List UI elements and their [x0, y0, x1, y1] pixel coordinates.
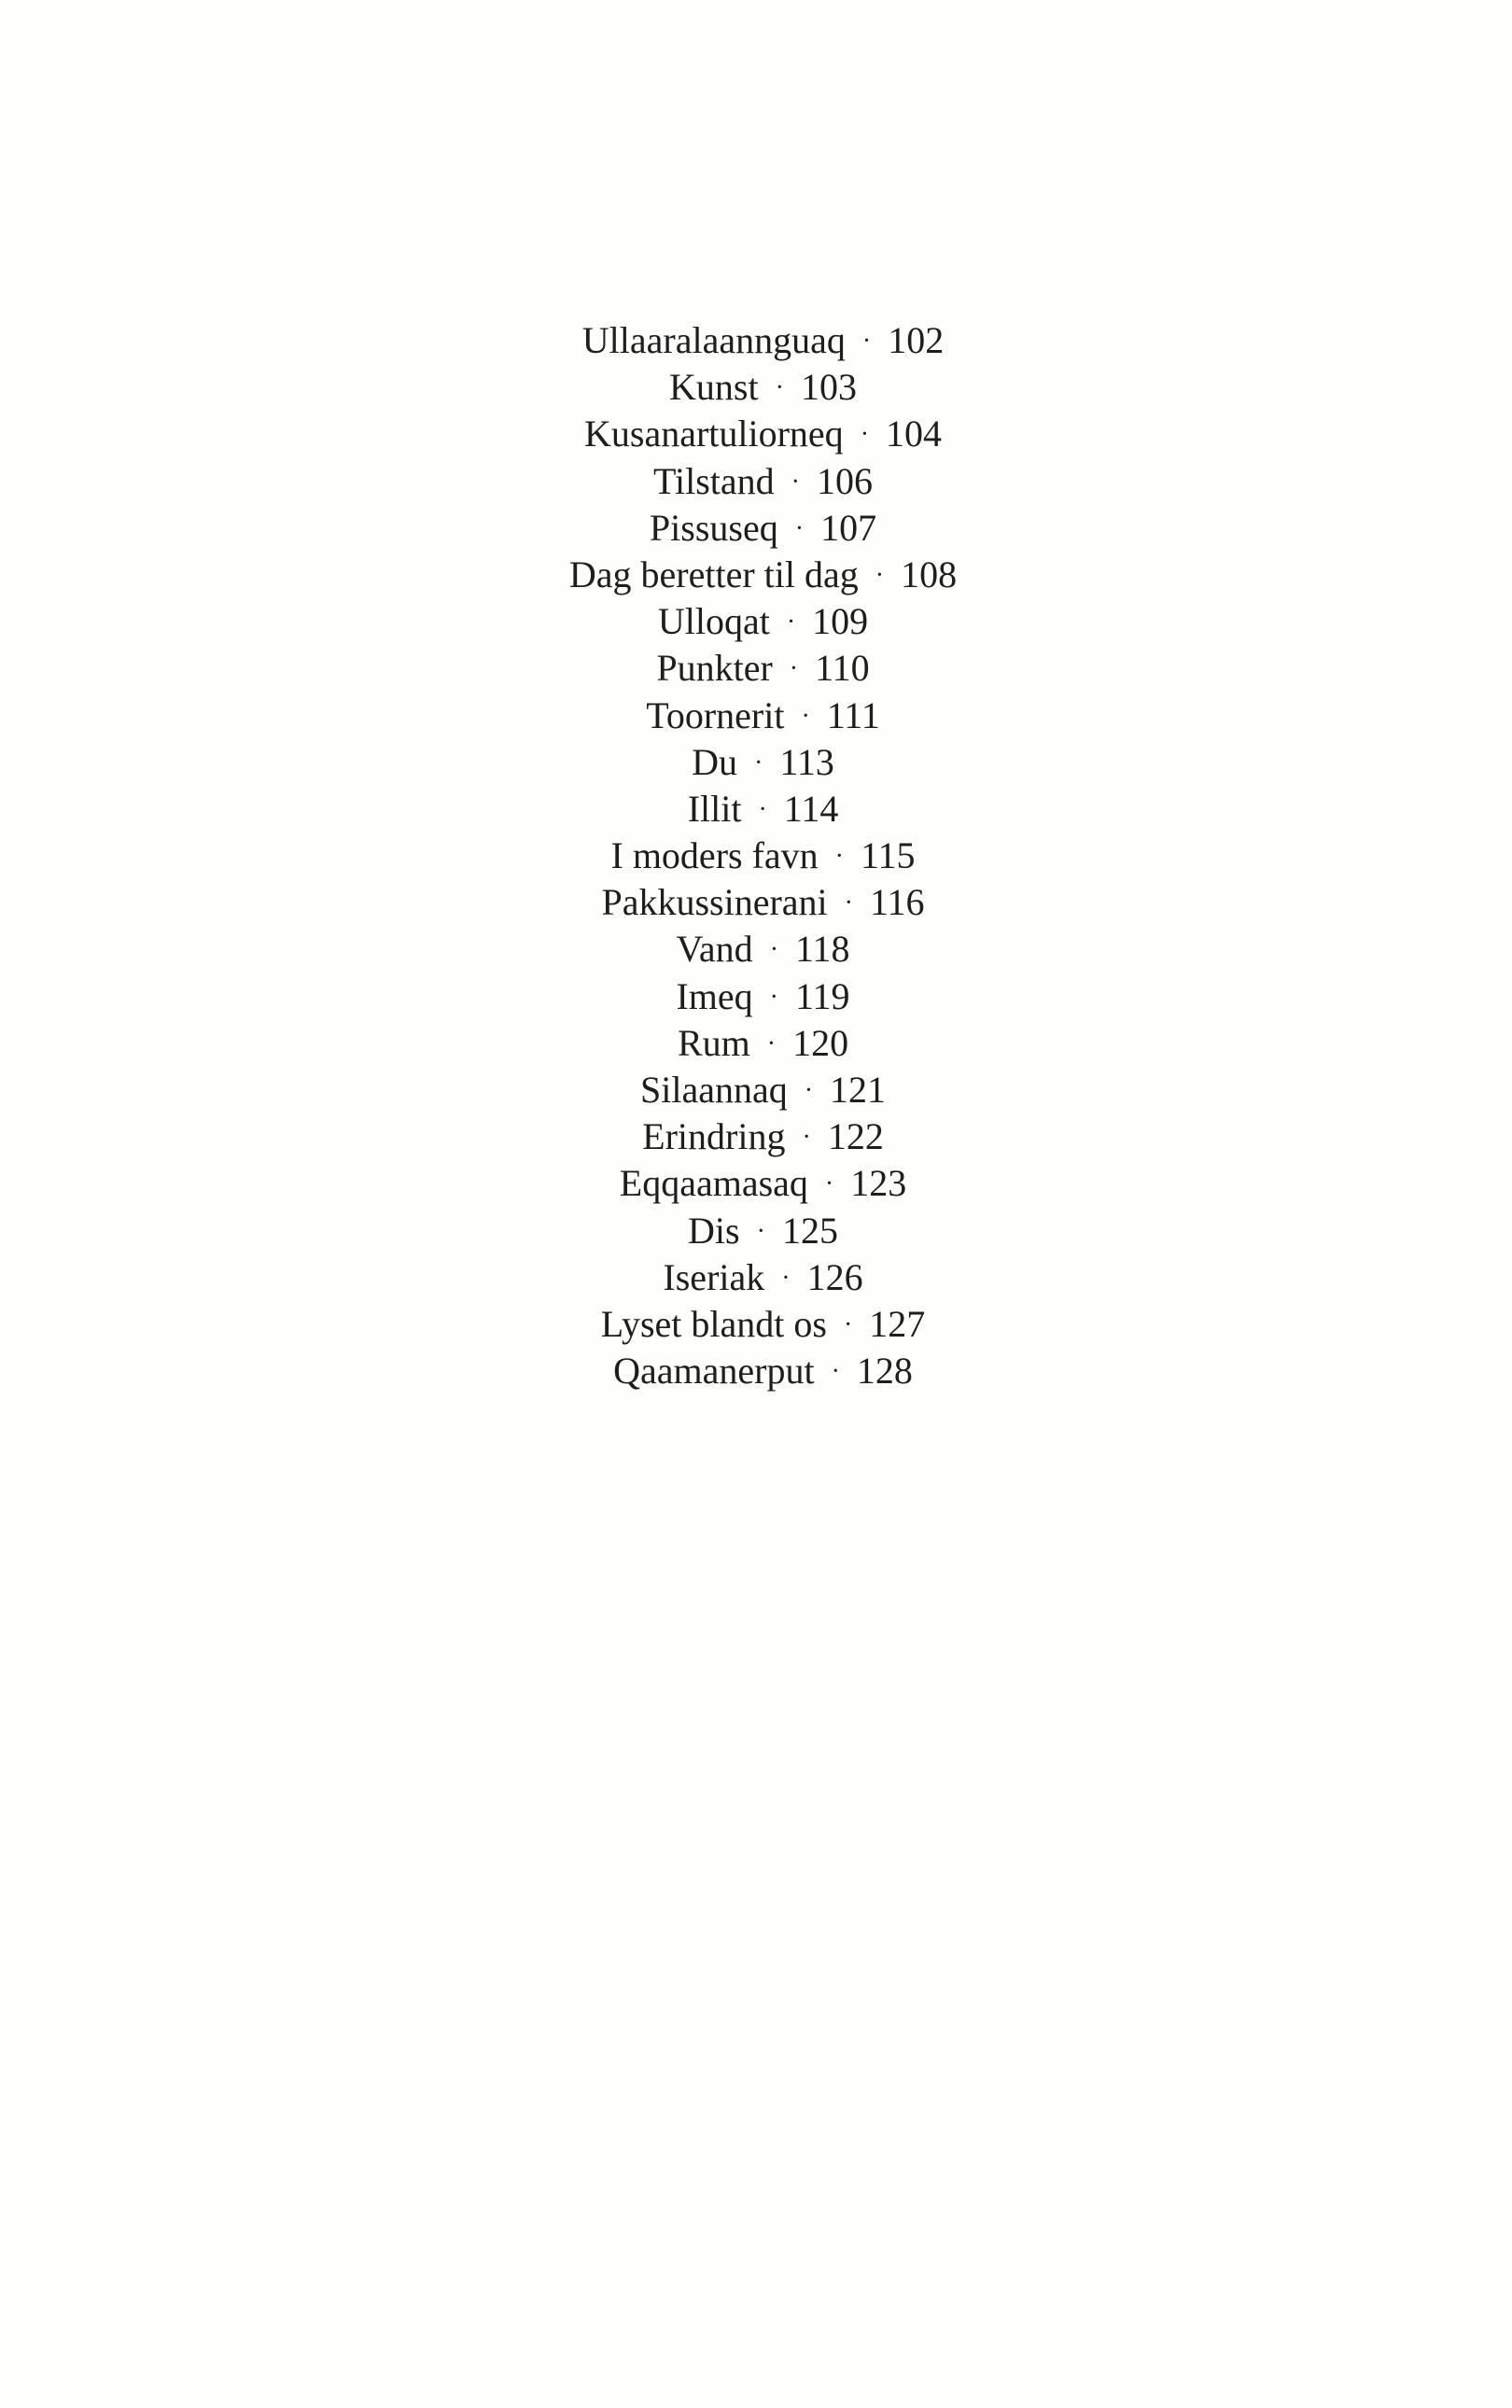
- toc-entry: [0, 1348, 1512, 1394]
- toc-entry: [0, 926, 1512, 973]
- toc-entry: [0, 1254, 1512, 1301]
- toc-entry-title: Ulloqat: [657, 600, 770, 643]
- toc-separator: ·: [789, 654, 799, 684]
- toc-entry-page: 127: [869, 1302, 926, 1345]
- toc-entry-page: 103: [800, 366, 857, 409]
- toc-entry-page: 120: [792, 1021, 849, 1064]
- toc-separator: ·: [824, 1169, 834, 1199]
- toc-separator: ·: [781, 1263, 791, 1293]
- toc-entry-page: 109: [812, 600, 869, 643]
- toc-entry: [0, 411, 1512, 457]
- toc-entry-page: 113: [779, 740, 834, 783]
- toc-entry-title: Punkter: [656, 647, 773, 690]
- toc-entry: [0, 364, 1512, 411]
- toc-entry-page: 111: [826, 693, 880, 736]
- toc-entry: [0, 1208, 1512, 1254]
- toc-entry-title: Iseriak: [663, 1255, 765, 1298]
- toc-entry: [0, 973, 1512, 1020]
- toc-entry-page: 121: [830, 1069, 887, 1111]
- toc-entry-title: Illit: [687, 787, 742, 830]
- toc-entry-page: 128: [856, 1350, 913, 1393]
- toc-separator: ·: [860, 420, 870, 450]
- toc-entry-title: Kusanartuliorneq: [583, 413, 844, 455]
- toc-separator: ·: [775, 373, 784, 403]
- toc-entry-page: 102: [888, 319, 945, 361]
- toc-entry-page: 118: [795, 928, 850, 971]
- toc-separator: ·: [834, 842, 844, 872]
- toc-separator: ·: [791, 467, 800, 497]
- toc-entry-title: Kunst: [669, 366, 759, 409]
- toc-entry: [0, 317, 1512, 364]
- toc-separator: ·: [756, 1216, 765, 1246]
- toc-separator: ·: [875, 560, 885, 590]
- toc-separator: ·: [769, 935, 779, 965]
- toc-entry-page: 116: [870, 881, 925, 924]
- toc-entry-title: Qaamanerput: [613, 1350, 815, 1393]
- toc-separator: ·: [758, 794, 767, 824]
- toc-entry: [0, 598, 1512, 645]
- toc-entry-title: Imeq: [676, 974, 753, 1017]
- toc-separator: ·: [786, 608, 796, 637]
- toc-entry-title: Erindring: [642, 1115, 786, 1158]
- toc-separator: ·: [794, 513, 805, 543]
- toc-entry: [0, 739, 1512, 786]
- toc-entry-page: 107: [820, 506, 877, 549]
- toc-entry-title: Eqqaamasaq: [619, 1162, 808, 1205]
- toc-separator: ·: [804, 1076, 814, 1105]
- toc-entry-page: 110: [815, 647, 870, 690]
- toc-entry-title: Dis: [688, 1209, 740, 1252]
- toc-entry-title: Ullaaralaannguaq: [581, 319, 846, 361]
- toc-entry: [0, 552, 1512, 598]
- toc-entry: [0, 505, 1512, 552]
- toc-separator: ·: [831, 1357, 840, 1387]
- toc-entry-page: 104: [886, 413, 943, 455]
- toc-entry-title: Du: [692, 740, 738, 783]
- toc-separator: ·: [844, 889, 853, 918]
- toc-entry: [0, 833, 1512, 879]
- toc-entry: [0, 1160, 1512, 1207]
- toc-separator: ·: [801, 701, 810, 731]
- toc-entry-page: 114: [783, 787, 839, 830]
- toc-entry: [0, 1067, 1512, 1113]
- toc-separator: ·: [766, 1029, 777, 1058]
- toc-entry-page: 119: [795, 974, 850, 1017]
- toc-entry: [0, 1301, 1512, 1348]
- toc-entry-title: Lyset blandt os: [600, 1302, 827, 1345]
- toc-entry: [0, 786, 1512, 833]
- toc-entry-title: I moders favn: [610, 834, 819, 877]
- toc-entry: [0, 645, 1512, 692]
- toc-entry-page: 125: [781, 1209, 838, 1252]
- toc-entry: [0, 1113, 1512, 1160]
- toc-entry-title: Toornerit: [646, 693, 785, 736]
- toc-separator: ·: [843, 1309, 853, 1339]
- toc-entry-title: Dag beretter til dag: [568, 553, 859, 595]
- toc-separator: ·: [754, 748, 763, 777]
- toc-entry-page: 122: [827, 1115, 884, 1158]
- toc-separator: ·: [802, 1123, 811, 1153]
- toc-entry-page: 115: [860, 834, 916, 877]
- toc-entry: [0, 879, 1512, 926]
- toc-entry-title: Tilstand: [652, 459, 775, 502]
- toc-entry-title: Pakkussinerani: [601, 881, 828, 924]
- toc-entry-page: 126: [806, 1255, 863, 1298]
- toc-entry: [0, 458, 1512, 505]
- toc-entry-page: 123: [850, 1162, 907, 1205]
- toc-entry-title: Rum: [677, 1021, 750, 1064]
- toc-entry: [0, 693, 1512, 739]
- toc-entry-title: Silaannaq: [639, 1069, 788, 1111]
- toc-separator: ·: [769, 982, 778, 1012]
- table-of-contents: [0, 317, 1512, 1394]
- toc-entry: [0, 1020, 1512, 1067]
- toc-entry-title: Vand: [676, 928, 753, 971]
- toc-separator: ·: [861, 327, 872, 356]
- toc-entry-page: 106: [817, 459, 873, 502]
- toc-entry-title: Pissuseq: [649, 506, 778, 549]
- toc-entry-page: 108: [901, 553, 958, 595]
